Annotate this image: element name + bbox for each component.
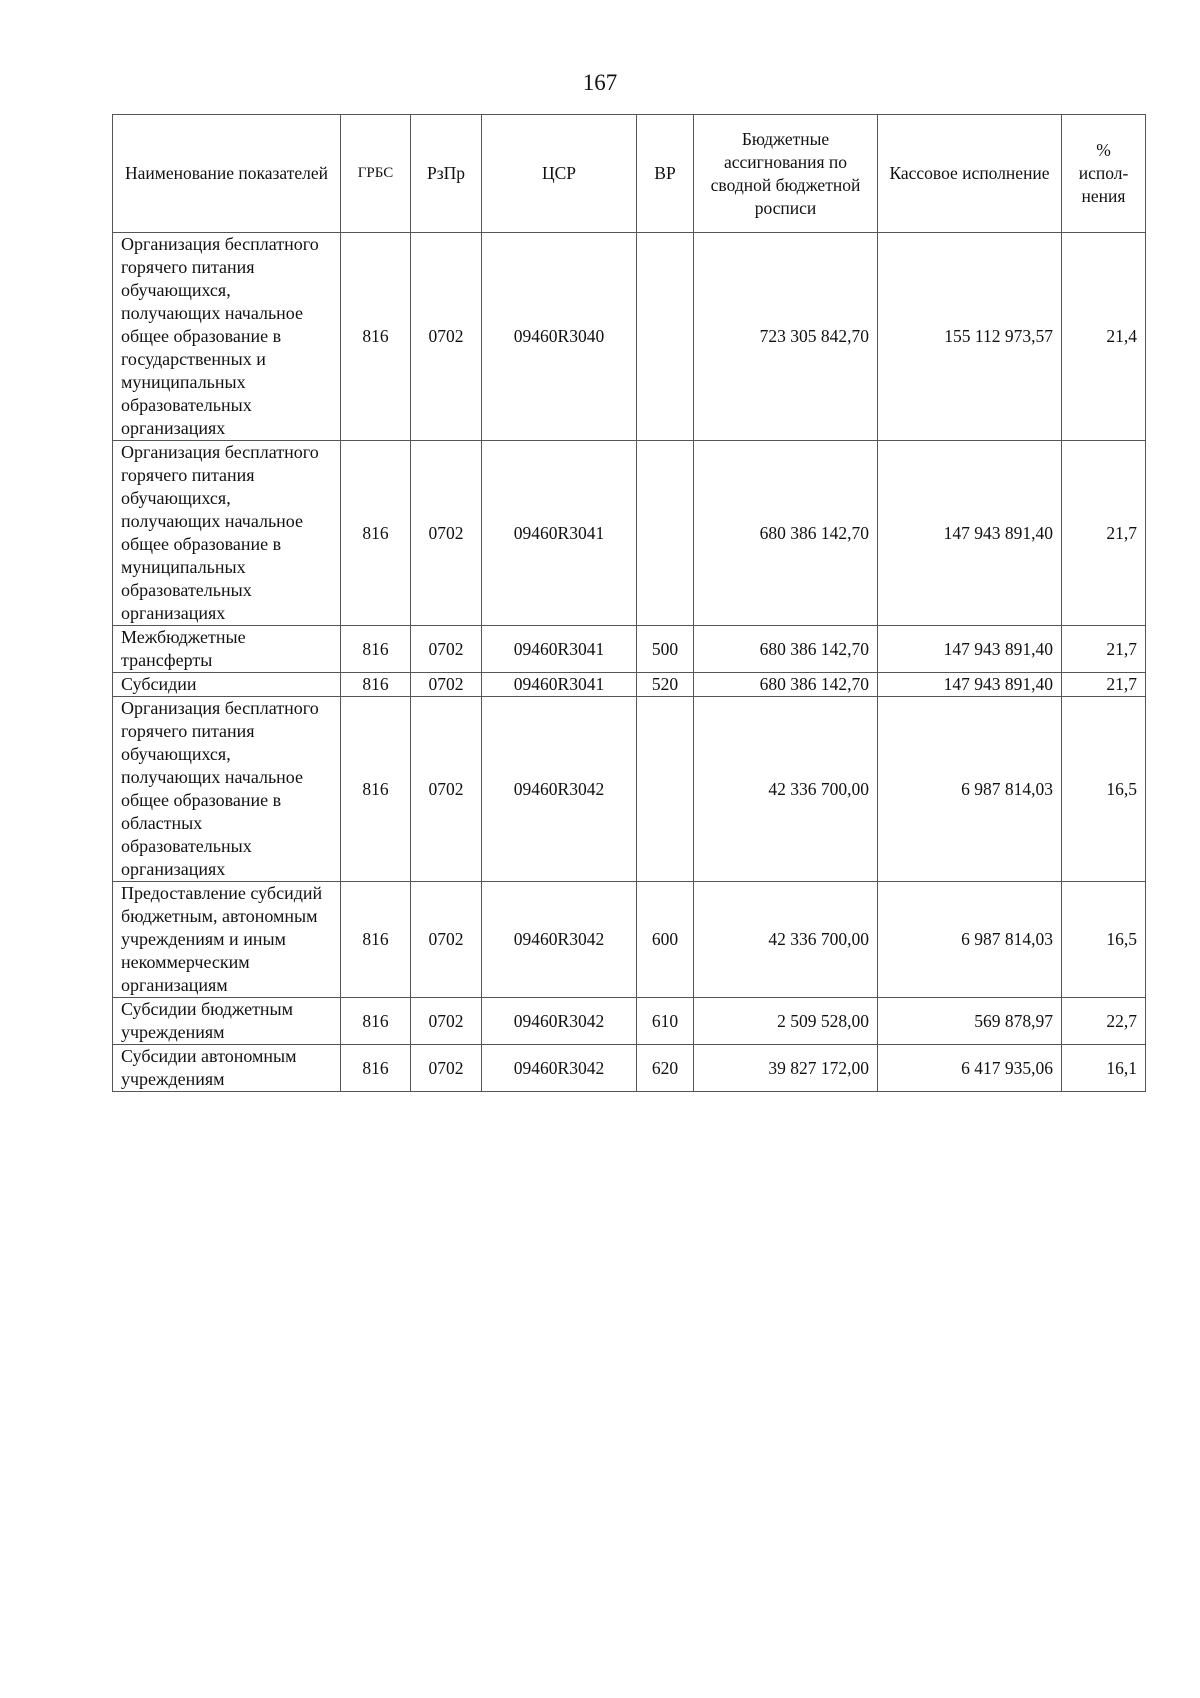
row-vr — [637, 441, 694, 626]
row-rzpr: 0702 — [411, 673, 482, 697]
header-cash-execution: Кассовое исполнение — [878, 115, 1062, 233]
row-grbs: 816 — [341, 882, 411, 998]
row-rzpr: 0702 — [411, 697, 482, 882]
row-name: Субсидии — [113, 673, 341, 697]
row-rzpr: 0702 — [411, 998, 482, 1045]
row-percent: 21,4 — [1062, 233, 1146, 441]
row-name: Предоставление субсидий бюджетным, автономным учреждениям и иным некоммерческим организациям — [113, 882, 341, 998]
row-allocations: 723 305 842,70 — [694, 233, 878, 441]
table-row — [113, 882, 1146, 998]
row-csr: 09460R3041 — [482, 673, 637, 697]
row-name: Организация бесплатного горячего питания обучающихся, получающих начальное общее образование в государственных и муниципальных образовательных организациях — [113, 233, 341, 441]
row-csr: 09460R3042 — [482, 1045, 637, 1092]
row-percent: 16,1 — [1062, 1045, 1146, 1092]
budget-table — [112, 114, 1146, 1092]
row-csr: 09460R3041 — [482, 441, 637, 626]
table-row — [113, 673, 1146, 697]
row-csr: 09460R3042 — [482, 882, 637, 998]
row-rzpr: 0702 — [411, 882, 482, 998]
table-row — [113, 1045, 1146, 1092]
row-name: Субсидии автономным учреждениям — [113, 1045, 341, 1092]
row-percent: 21,7 — [1062, 673, 1146, 697]
row-csr: 09460R3042 — [482, 998, 637, 1045]
row-percent: 16,5 — [1062, 882, 1146, 998]
row-cash: 6 987 814,03 — [878, 697, 1062, 882]
header-percent: % испол-нения — [1062, 115, 1146, 233]
row-percent: 22,7 — [1062, 998, 1146, 1045]
row-vr — [637, 233, 694, 441]
row-csr: 09460R3040 — [482, 233, 637, 441]
row-percent: 21,7 — [1062, 626, 1146, 673]
row-allocations: 42 336 700,00 — [694, 882, 878, 998]
row-cash: 147 943 891,40 — [878, 626, 1062, 673]
row-allocations: 2 509 528,00 — [694, 998, 878, 1045]
row-name: Организация бесплатного горячего питания обучающихся, получающих начальное общее образование в областных образовательных организациях — [113, 697, 341, 882]
header-csr: ЦСР — [482, 115, 637, 233]
row-cash: 6 987 814,03 — [878, 882, 1062, 998]
row-allocations: 39 827 172,00 — [694, 1045, 878, 1092]
page-number: 167 — [582, 70, 618, 95]
row-allocations: 680 386 142,70 — [694, 673, 878, 697]
row-grbs: 816 — [341, 441, 411, 626]
table-row — [113, 998, 1146, 1045]
row-allocations: 680 386 142,70 — [694, 441, 878, 626]
row-percent: 16,5 — [1062, 697, 1146, 882]
row-cash: 155 112 973,57 — [878, 233, 1062, 441]
table-header-row — [113, 115, 1146, 233]
row-csr: 09460R3042 — [482, 697, 637, 882]
row-rzpr: 0702 — [411, 233, 482, 441]
row-cash: 147 943 891,40 — [878, 441, 1062, 626]
row-grbs: 816 — [341, 233, 411, 441]
row-allocations: 42 336 700,00 — [694, 697, 878, 882]
row-rzpr: 0702 — [411, 626, 482, 673]
row-name: Межбюджетные трансферты — [113, 626, 341, 673]
row-grbs: 816 — [341, 626, 411, 673]
row-grbs: 816 — [341, 697, 411, 882]
row-percent: 21,7 — [1062, 441, 1146, 626]
row-vr: 520 — [637, 673, 694, 697]
row-vr: 500 — [637, 626, 694, 673]
table-row — [113, 233, 1146, 441]
row-name: Субсидии бюджетным учреждениям — [113, 998, 341, 1045]
table-row — [113, 441, 1146, 626]
row-vr — [637, 697, 694, 882]
table-row — [113, 697, 1146, 882]
row-grbs: 816 — [341, 1045, 411, 1092]
table-row — [113, 626, 1146, 673]
row-rzpr: 0702 — [411, 1045, 482, 1092]
row-rzpr: 0702 — [411, 441, 482, 626]
row-vr: 600 — [637, 882, 694, 998]
header-name: Наименование показателей — [113, 115, 341, 233]
row-cash: 569 878,97 — [878, 998, 1062, 1045]
row-grbs: 816 — [341, 998, 411, 1045]
header-vr: ВР — [637, 115, 694, 233]
row-csr: 09460R3041 — [482, 626, 637, 673]
header-allocations: Бюджетные ассигнования по сводной бюджетной росписи — [694, 115, 878, 233]
row-vr: 610 — [637, 998, 694, 1045]
header-rzpr: РзПр — [411, 115, 482, 233]
row-vr: 620 — [637, 1045, 694, 1092]
row-allocations: 680 386 142,70 — [694, 626, 878, 673]
row-cash: 6 417 935,06 — [878, 1045, 1062, 1092]
table-body — [113, 233, 1146, 1092]
header-grbs: ГРБС — [341, 115, 411, 233]
row-cash: 147 943 891,40 — [878, 673, 1062, 697]
row-name: Организация бесплатного горячего питания обучающихся, получающих начальное общее образование в муниципальных образовательных организациях — [113, 441, 341, 626]
row-grbs: 816 — [341, 673, 411, 697]
